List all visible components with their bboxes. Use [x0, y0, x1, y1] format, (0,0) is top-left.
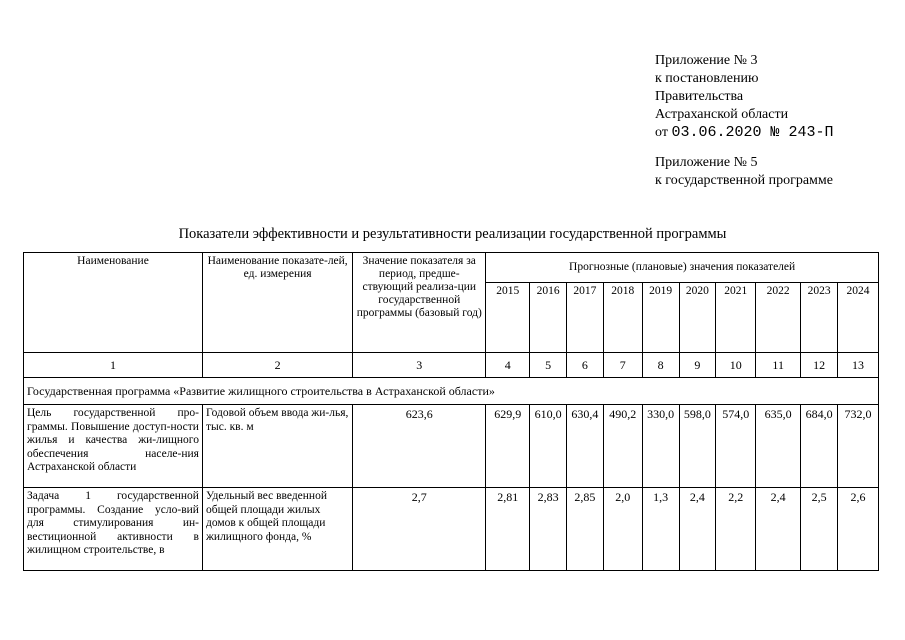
row-value: 635,0 — [756, 405, 801, 488]
year-header: 2024 — [837, 283, 878, 353]
row-value: 630,4 — [567, 405, 604, 488]
row-value: 610,0 — [530, 405, 567, 488]
year-header: 2019 — [642, 283, 679, 353]
table-row — [24, 405, 879, 488]
header-date-line — [655, 124, 833, 142]
header-line-6: к государственной программе — [655, 173, 833, 188]
row-value: 2,4 — [679, 488, 716, 571]
row-value: 2,2 — [716, 488, 756, 571]
column-number: 12 — [801, 353, 838, 378]
column-number-row — [24, 353, 879, 378]
year-header: 2022 — [756, 283, 801, 353]
year-header: 2021 — [716, 283, 756, 353]
row-name: Цель государственной про-граммы. Повышение доступ-ности жилья и качества жи-лищного обеспечения населе-ния Астраханской области — [24, 405, 203, 488]
appendix-label-2: Приложение № 5 — [655, 155, 758, 170]
row-value: 2,5 — [801, 488, 838, 571]
row-value: 598,0 — [679, 405, 716, 488]
row-name: Задача 1 государственной программы. Создание усло-вий для стимулирования ин-вестиционной активности в жилищном строительстве, в — [24, 488, 203, 571]
row-base-value: 2,7 — [353, 488, 486, 571]
header-line-4: Астраханской области — [655, 107, 789, 122]
row-value: 684,0 — [801, 405, 838, 488]
row-value: 1,3 — [642, 488, 679, 571]
row-base-value: 623,6 — [353, 405, 486, 488]
column-number: 13 — [837, 353, 878, 378]
row-value: 574,0 — [716, 405, 756, 488]
row-value: 2,81 — [486, 488, 530, 571]
date-prefix: от — [655, 125, 668, 140]
column-number: 3 — [353, 353, 486, 378]
year-header: 2023 — [801, 283, 838, 353]
row-value: 2,0 — [603, 488, 642, 571]
column-number: 11 — [756, 353, 801, 378]
document-title: Показатели эффективности и результативности реализации государственной программы — [178, 226, 727, 242]
row-value: 732,0 — [837, 405, 878, 488]
column-number: 10 — [716, 353, 756, 378]
header-forecast: Прогнозные (плановые) значения показателей — [486, 253, 879, 283]
row-indicator: Годовой объем ввода жи-лья, тыс. кв. м — [202, 405, 352, 488]
year-header: 2018 — [603, 283, 642, 353]
year-header: 2016 — [530, 283, 567, 353]
header-name: Наименование — [24, 253, 203, 353]
column-number: 4 — [486, 353, 530, 378]
year-header: 2017 — [567, 283, 604, 353]
column-number: 6 — [567, 353, 604, 378]
indicators-table — [23, 252, 879, 571]
column-number: 8 — [642, 353, 679, 378]
program-title: Государственная программа «Развитие жилищного строительства в Астраханской области» — [24, 378, 879, 405]
column-number: 7 — [603, 353, 642, 378]
row-value: 2,83 — [530, 488, 567, 571]
column-number: 1 — [24, 353, 203, 378]
row-value: 629,9 — [486, 405, 530, 488]
header-indicator: Наименование показате-лей, ед. измерения — [202, 253, 352, 353]
row-value: 2,85 — [567, 488, 604, 571]
row-value: 330,0 — [642, 405, 679, 488]
header-line-3: Правительства — [655, 89, 744, 104]
registration-number: 03.06.2020 № 243-П — [671, 124, 834, 141]
document-header — [655, 52, 833, 190]
header-base-value: Значение показателя за период, предше-ствующий реализа-ции государственной программы (базовый год) — [353, 253, 486, 353]
year-header: 2020 — [679, 283, 716, 353]
program-row — [24, 378, 879, 405]
year-header: 2015 — [486, 283, 530, 353]
row-value: 490,2 — [603, 405, 642, 488]
appendix-label: Приложение № 3 — [655, 53, 758, 68]
row-value: 2,6 — [837, 488, 878, 571]
header-line-2: к постановлению — [655, 71, 759, 86]
row-indicator: Удельный вес введенной общей площади жилых домов к общей площади жилищного фонда, % — [202, 488, 352, 571]
table-row — [24, 488, 879, 571]
column-number: 2 — [202, 353, 352, 378]
column-number: 5 — [530, 353, 567, 378]
row-value: 2,4 — [756, 488, 801, 571]
column-number: 9 — [679, 353, 716, 378]
